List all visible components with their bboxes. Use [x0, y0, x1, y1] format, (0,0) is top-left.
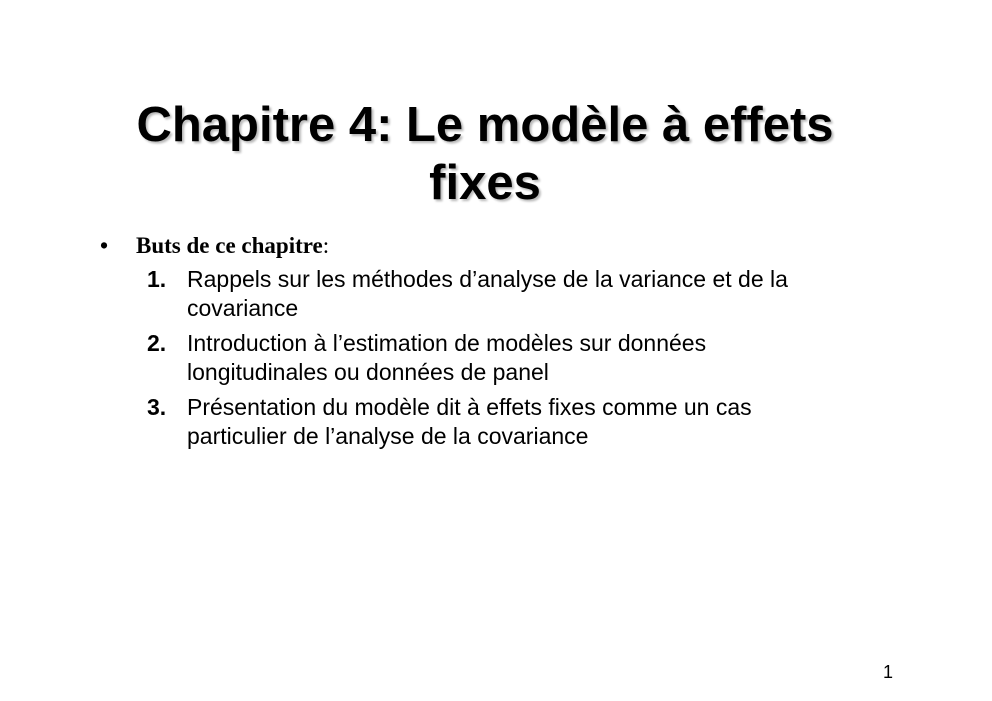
list-item-number: 3. — [147, 394, 167, 420]
objectives-heading: Buts de ce chapitre — [136, 233, 323, 258]
list-item-line: particulier de l’analyse de la covariance — [187, 423, 589, 449]
objectives-bullet — [100, 232, 329, 260]
list-item-line: Rappels sur les méthodes d’analyse de la variance et de la — [187, 266, 788, 292]
list-item — [143, 265, 923, 323]
list-item-line: longitudinales ou données de panel — [187, 359, 549, 385]
bullet-icon: • — [100, 233, 109, 258]
list-item-line: covariance — [187, 295, 299, 321]
list-item-line: Présentation du modèle dit à effets fixes comme un cas — [187, 394, 752, 420]
objectives-list — [143, 265, 923, 457]
list-item-line: Introduction à l’estimation de modèles sur données — [187, 330, 707, 356]
list-item-number: 1. — [147, 266, 167, 292]
objectives-colon: : — [322, 233, 330, 258]
list-item — [143, 329, 923, 387]
slide-title-line-1: Chapitre 4: Le modèle à effets — [136, 98, 834, 152]
page-number: 1 — [882, 662, 893, 682]
slide-title — [60, 96, 910, 212]
list-item — [143, 393, 923, 451]
list-item-number: 2. — [147, 330, 167, 356]
slide-title-line-2: fixes — [429, 156, 541, 210]
